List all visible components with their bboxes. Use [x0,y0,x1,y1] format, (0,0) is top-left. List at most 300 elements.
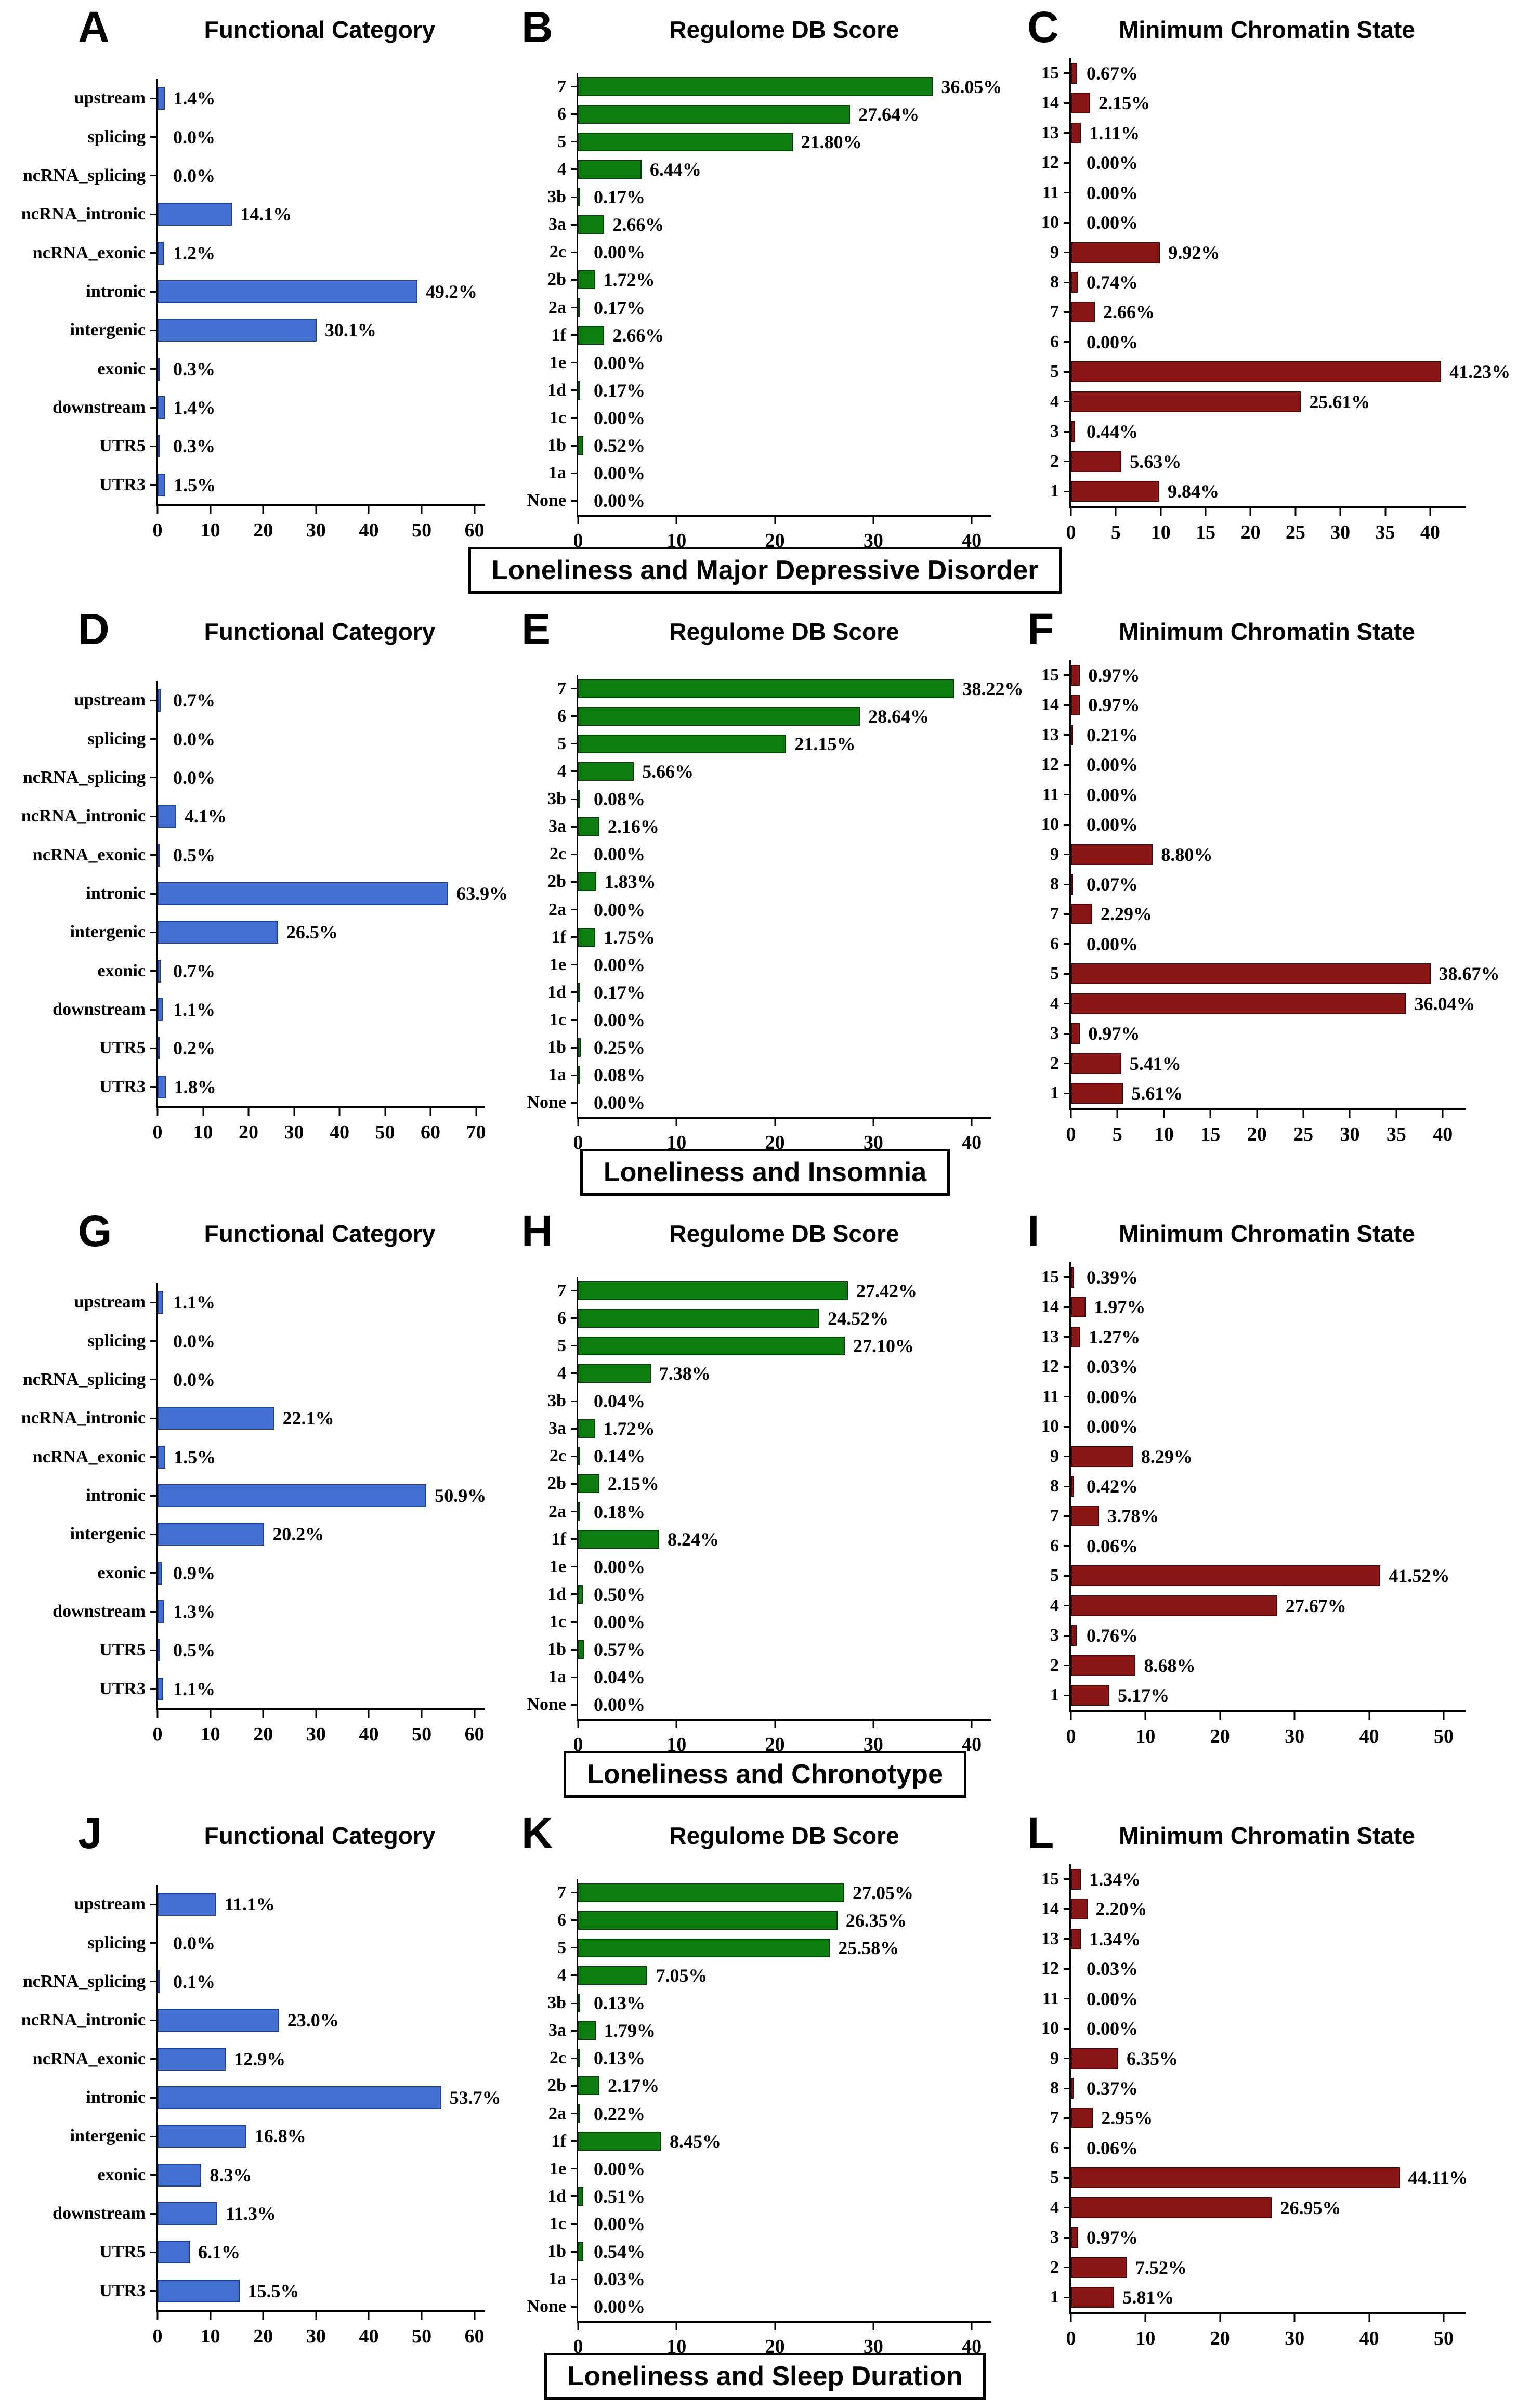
panel-letter: H [521,1207,553,1255]
bar-F-8 [1071,874,1073,895]
value-label-F-1: 5.61% [1131,1083,1183,1104]
category-label-C-11: 11 [1042,182,1059,202]
figure-row-insomnia [0,602,1530,1204]
bar-D-ncRNA_exonic [158,844,160,867]
x-tick-label: 10 [666,2336,687,2358]
bar-L-15 [1071,1869,1081,1890]
x-tick-label: 0 [152,1121,163,1143]
value-label-A-upstream: 1.4% [173,88,216,109]
x-tick-label: 10 [1135,1725,1156,1747]
y-axis-tick [1064,431,1070,433]
y-axis-tick [150,1009,156,1011]
value-label-I-4: 27.67% [1285,1595,1346,1616]
panel-E-regulome-db-score [510,602,1024,1154]
plot-area [1066,660,1500,1145]
x-axis-tick [202,1108,204,1116]
x-axis-tick [368,2312,370,2320]
category-label-L-13: 13 [1041,1929,1059,1948]
category-label-B-2c: 2c [549,242,566,262]
figure-row-sleep-duration [0,1806,1530,2408]
category-label-E-2a: 2a [548,899,566,919]
y-axis-tick [571,964,577,965]
y-axis-tick [150,893,156,895]
plot-area [1066,58,1511,543]
bar-K-3a [578,2021,596,2040]
category-label-J-UTR5: UTR5 [99,2242,146,2262]
x-tick-label: 30 [863,1734,883,1756]
category-label-B-None: None [527,491,566,511]
y-axis-tick [571,307,577,308]
value-label-I-15: 0.39% [1087,1266,1138,1288]
value-label-L-9: 6.35% [1127,2048,1179,2069]
bar-E-2b [578,872,596,891]
x-axis-tick [293,1108,295,1116]
category-label-H-1f: 1f [551,1529,566,1549]
value-label-H-1a: 0.04% [594,1667,645,1688]
plot-area [573,1879,991,2358]
category-label-L-15: 15 [1041,1869,1059,1889]
x-axis-tick [971,1720,973,1728]
x-axis-tick [315,2312,317,2320]
x-axis-tick [971,516,973,524]
value-label-L-3: 0.97% [1087,2227,1138,2248]
category-label-C-6: 6 [1050,332,1059,351]
x-tick-label: 40 [330,1121,349,1143]
value-label-G-UTR3: 1.1% [173,1678,215,1699]
panel-title: Minimum Chromatin State [1119,16,1415,43]
x-axis-tick [1219,1712,1221,1720]
category-label-B-1d: 1d [547,380,566,400]
category-label-J-UTR3: UTR3 [99,2281,146,2300]
category-label-D-UTR5: UTR5 [99,1038,146,1058]
value-label-B-4: 6.44% [649,159,701,180]
category-label-I-15: 15 [1041,1267,1059,1287]
y-axis-tick [1064,1695,1070,1696]
value-label-G-UTR5: 0.5% [173,1640,215,1661]
category-label-G-downstream: downstream [53,1602,146,1621]
value-label-I-9: 8.29% [1141,1446,1193,1467]
bar-C-7 [1071,302,1095,322]
plot-area [573,73,1002,552]
x-axis-tick [1294,508,1296,516]
category-label-L-7: 7 [1050,2108,1059,2128]
value-label-L-5: 44.11% [1408,2167,1468,2189]
x-tick-label: 30 [1285,2327,1305,2349]
bar-E-3a [578,817,599,836]
x-tick-label: 20 [1210,2327,1230,2349]
value-label-K-1c: 0.00% [594,2214,645,2235]
bar-C-2 [1071,451,1121,472]
y-axis-tick [150,1534,156,1535]
category-label-K-1b: 1b [547,2242,566,2261]
row-caption: Loneliness and Sleep Duration [544,2353,986,2400]
category-label-F-10: 10 [1041,815,1059,834]
bar-D-downstream [158,998,163,1021]
y-axis-tick [150,330,156,331]
value-label-L-1: 5.81% [1122,2287,1174,2308]
value-label-C-14: 2.15% [1099,93,1150,114]
y-axis-tick [1064,734,1070,736]
category-label-I-10: 10 [1041,1417,1059,1436]
category-label-B-2b: 2b [547,270,566,290]
y-axis-tick [1064,674,1070,676]
y-axis-tick [571,1566,577,1567]
y-axis-tick [150,98,156,99]
category-label-L-11: 11 [1042,1988,1059,2008]
y-axis-tick [571,881,577,883]
category-label-E-3b: 3b [547,789,566,809]
x-axis-tick [210,506,211,514]
value-label-F-8: 0.07% [1087,874,1138,895]
bar-L-14 [1071,1899,1088,1919]
bar-K-5 [578,1939,830,1957]
x-tick-label: 30 [1340,1123,1360,1145]
category-label-K-4: 4 [557,1965,566,1985]
x-axis-tick [210,2312,211,2320]
category-label-A-intronic: intronic [86,282,146,301]
x-axis-tick [157,1710,159,1718]
x-axis-tick [872,1118,874,1126]
x-tick-label: 40 [359,2325,379,2347]
bar-B-2a [578,298,580,317]
category-label-B-4: 4 [557,159,566,179]
y-axis-tick [150,932,156,933]
value-label-C-4: 25.61% [1309,391,1370,412]
panel-B-regulome-db-score [510,0,1020,552]
x-axis-tick [774,2322,776,2330]
category-label-J-ncRNA_intronic: ncRNA_intronic [21,2010,146,2030]
x-tick-label: 25 [1293,1123,1314,1145]
value-label-F-11: 0.00% [1087,784,1138,805]
panel-D-functional-category [0,602,510,1141]
bar-K-2b [578,2076,599,2095]
category-label-H-3a: 3a [548,1419,566,1438]
value-label-D-ncRNA_splicing: 0.0% [173,767,215,788]
y-axis-tick [1064,2058,1070,2059]
bar-A-upstream [158,87,165,110]
x-tick-label: 50 [412,519,432,541]
value-label-A-intronic: 49.2% [425,281,477,302]
y-axis-tick [150,484,156,486]
bar-F-14 [1071,695,1080,715]
category-label-K-1a: 1a [548,2269,566,2289]
y-axis-tick [1064,2207,1070,2208]
bar-C-4 [1071,391,1301,412]
bar-G-intergenic [158,1523,264,1546]
panel-strip [0,0,1530,552]
y-axis-tick [1064,1908,1070,1910]
value-label-I-1: 5.17% [1118,1685,1170,1706]
bar-L-13 [1071,1929,1081,1949]
y-axis-tick [150,1611,156,1613]
x-axis-tick [1163,1110,1165,1118]
y-axis-tick [1064,1486,1070,1487]
bar-D-UTR5 [158,1037,160,1059]
category-label-A-downstream: downstream [53,398,146,417]
x-axis-tick [1395,1110,1397,1118]
x-tick-label: 5 [1110,521,1121,543]
y-axis-tick [1064,1456,1070,1457]
y-axis-tick [571,1511,577,1512]
x-axis-tick [474,506,475,514]
y-axis-tick [1064,2237,1070,2239]
y-axis-tick [1064,973,1070,975]
x-tick-label: 0 [573,530,583,552]
category-label-E-1d: 1d [547,982,566,1002]
value-label-C-2: 5.63% [1130,451,1182,472]
bar-B-1d [578,381,580,400]
y-axis-tick [1064,1366,1070,1368]
x-tick-label: 30 [306,1723,326,1745]
y-axis-tick [571,1704,577,1706]
bar-C-9 [1071,242,1160,263]
category-label-D-splicing: splicing [87,729,146,749]
value-label-J-intronic: 53.7% [449,2087,501,2108]
value-label-L-8: 0.37% [1087,2078,1138,2099]
value-label-J-ncRNA_splicing: 0.1% [173,1971,215,1992]
value-label-B-None: 0.00% [594,490,645,512]
category-label-H-2a: 2a [548,1501,566,1521]
value-label-C-6: 0.00% [1087,331,1138,352]
category-label-F-9: 9 [1050,844,1059,864]
x-tick-label: 60 [464,2325,485,2347]
category-label-I-13: 13 [1041,1327,1059,1346]
value-label-A-exonic: 0.3% [173,358,215,379]
x-tick-label: 40 [1359,2327,1379,2349]
panel-letter: J [78,1809,102,1857]
x-tick-label: 70 [466,1121,486,1143]
category-label-J-intergenic: intergenic [70,2126,146,2146]
category-label-J-ncRNA_splicing: ncRNA_splicing [22,1971,146,1991]
x-axis-tick [1294,1712,1296,1720]
category-label-E-None: None [527,1093,566,1113]
category-label-I-11: 11 [1042,1386,1059,1406]
x-axis-tick [315,506,317,514]
value-label-K-1e: 0.00% [594,2158,645,2179]
y-axis-tick [1064,704,1070,706]
x-axis-tick [475,1108,477,1116]
y-axis-tick [571,770,577,772]
value-label-B-3a: 2.66% [612,214,664,235]
x-axis-tick [1160,508,1161,516]
category-label-D-intergenic: intergenic [70,922,146,942]
value-label-E-1c: 0.00% [594,1010,645,1031]
panel-strip [0,1204,1530,1756]
plot-area [573,675,1024,1154]
x-tick-label: 20 [1240,521,1261,543]
category-label-J-intronic: intronic [86,2088,146,2107]
bar-F-9 [1071,844,1153,865]
x-axis-tick [1070,508,1072,516]
value-label-E-7: 38.22% [962,678,1024,699]
y-axis-tick [571,389,577,391]
bar-I-7 [1071,1506,1099,1526]
value-label-K-2c: 0.13% [594,2048,645,2069]
x-axis-tick [1294,2314,1296,2322]
bar-K-2c [578,2049,580,2067]
value-label-G-splicing: 0.0% [173,1330,215,1352]
value-label-L-10: 0.00% [1087,2018,1138,2039]
bar-I-3 [1071,1625,1077,1646]
y-axis-tick [571,2168,577,2169]
y-axis-tick [150,1340,156,1342]
y-axis-tick [1064,1515,1070,1517]
y-axis-tick [1064,1093,1070,1094]
panel-A-functional-category [0,0,510,539]
y-axis-tick [1064,2147,1070,2149]
bar-A-exonic [158,358,160,381]
x-tick-label: 40 [1359,1725,1379,1747]
value-label-F-2: 5.41% [1129,1053,1181,1074]
value-label-C-5: 41.23% [1449,361,1511,383]
y-axis-tick [571,417,577,419]
bar-G-ncRNA_intronic [158,1407,274,1430]
y-axis-tick [571,197,577,198]
value-label-E-2c: 0.00% [594,844,645,865]
value-label-B-2a: 0.17% [594,297,645,318]
value-label-F-10: 0.00% [1087,814,1138,835]
bar-G-UTR5 [158,1639,160,1661]
bar-G-UTR3 [158,1678,163,1700]
y-axis-tick [150,1942,156,1944]
x-axis-tick [1145,2314,1146,2322]
value-label-K-1f: 8.45% [669,2130,721,2152]
value-label-H-7: 27.42% [856,1280,918,1301]
category-label-J-splicing: splicing [87,1933,146,1953]
value-label-E-1a: 0.08% [594,1065,645,1086]
row-caption: Loneliness and Chronotype [564,1751,966,1798]
value-label-D-intronic: 63.9% [456,883,508,904]
bar-D-intergenic [158,921,278,944]
y-axis-tick [150,407,156,409]
x-axis-tick [368,1710,370,1718]
category-label-K-1e: 1e [549,2158,566,2178]
value-label-I-14: 1.97% [1094,1297,1146,1318]
x-tick-label: 10 [193,1121,213,1143]
value-label-H-3a: 1.72% [603,1418,655,1439]
x-axis-tick [578,1720,579,1728]
x-tick-label: 20 [765,2336,785,2358]
value-label-H-1b: 0.57% [594,1639,645,1660]
category-label-A-intergenic: intergenic [70,320,146,340]
panel-letter: L [1027,1809,1054,1857]
value-label-F-14: 0.97% [1088,695,1140,716]
y-axis-tick [1064,794,1070,795]
bar-D-intronic [158,882,448,905]
y-axis-tick [1064,1605,1070,1606]
category-label-H-1d: 1d [547,1584,566,1604]
y-axis-tick [571,936,577,938]
bar-J-upstream [158,1893,216,1916]
y-axis-tick [571,1919,577,1921]
value-label-B-7: 36.05% [941,76,1002,97]
plot-area [152,1885,501,2347]
bar-L-7 [1071,2108,1093,2128]
value-label-K-4: 7.05% [656,1965,708,1986]
panel-J-functional-category [0,1806,510,2345]
x-axis-tick [384,1108,386,1116]
bar-E-3b [578,790,580,808]
y-axis-tick [150,214,156,215]
bar-B-4 [578,160,642,179]
value-label-B-1b: 0.52% [594,435,645,456]
x-axis-tick [1368,1712,1370,1720]
category-label-F-13: 13 [1041,725,1059,744]
value-label-A-downstream: 1.4% [173,397,216,418]
plot-area [152,681,508,1143]
y-axis-tick [150,2020,156,2021]
bar-J-exonic [158,2164,201,2187]
bar-H-2c [578,1447,580,1465]
y-axis-tick [1064,1968,1070,1970]
x-axis-tick [971,1118,973,1126]
y-axis-tick [1064,2267,1070,2268]
value-label-C-3: 0.44% [1087,421,1138,442]
category-label-A-ncRNA_exonic: ncRNA_exonic [32,243,146,263]
x-axis-tick [774,516,776,524]
value-label-J-splicing: 0.0% [173,1932,215,1954]
y-axis-tick [571,2085,577,2087]
bar-E-7 [578,679,954,698]
category-label-L-12: 12 [1041,1959,1059,1979]
bar-K-4 [578,1966,647,1985]
plot-area [573,1277,991,1756]
y-axis-tick [150,2058,156,2060]
category-label-F-12: 12 [1041,755,1059,775]
category-label-K-2a: 2a [548,2103,566,2123]
category-label-F-1: 1 [1050,1083,1059,1103]
value-label-K-6: 26.35% [845,1909,907,1931]
y-axis-tick [571,2251,577,2253]
value-label-B-1d: 0.17% [594,379,645,401]
category-label-C-9: 9 [1050,242,1059,262]
x-tick-label: 20 [253,2325,273,2347]
y-axis-tick [1064,1276,1070,1278]
x-tick-label: 40 [1420,521,1440,543]
category-label-F-6: 6 [1050,934,1059,953]
value-label-G-exonic: 0.9% [173,1562,215,1583]
value-label-D-downstream: 1.1% [173,999,215,1020]
y-axis-tick [150,1418,156,1419]
y-axis-tick [571,445,577,447]
y-axis-tick [571,1677,577,1678]
category-label-I-9: 9 [1050,1446,1059,1466]
y-axis-tick [571,141,577,142]
category-label-I-5: 5 [1050,1566,1059,1586]
bar-I-8 [1071,1476,1074,1497]
value-label-C-7: 2.66% [1103,302,1155,323]
value-label-B-1c: 0.00% [594,408,645,429]
y-axis-tick [571,1102,577,1104]
x-tick-label: 25 [1285,521,1305,543]
y-axis-tick [571,2058,577,2059]
category-label-D-ncRNA_splicing: ncRNA_splicing [22,767,146,787]
category-label-B-1a: 1a [548,463,566,483]
value-label-I-13: 1.27% [1089,1326,1141,1347]
x-tick-label: 30 [306,519,326,541]
bar-C-3 [1071,421,1075,442]
bar-B-5 [578,133,793,151]
y-axis-tick [150,291,156,293]
category-label-I-14: 14 [1041,1297,1059,1317]
bar-G-exonic [158,1562,162,1585]
bar-K-2a [578,2104,580,2123]
x-tick-label: 20 [765,1132,785,1154]
x-tick-label: 60 [421,1121,440,1143]
value-label-I-8: 0.42% [1087,1476,1138,1497]
x-tick-label: 10 [1150,521,1171,543]
category-label-C-12: 12 [1041,153,1059,173]
